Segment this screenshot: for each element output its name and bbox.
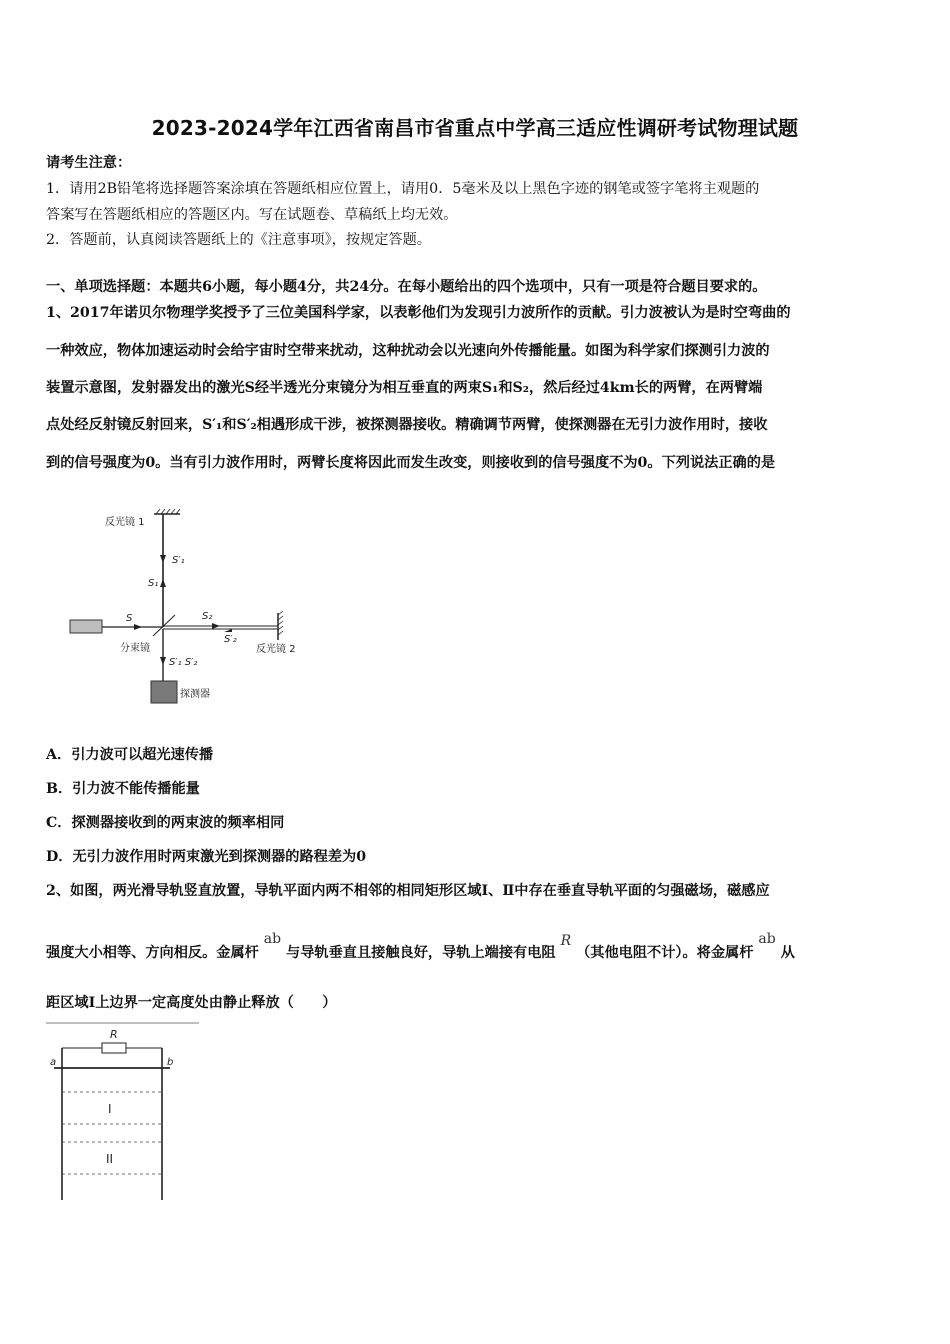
arrow-right-s2 [212, 623, 220, 629]
q1-line-4: 点处经反射镜反射回来，S′₁和S′₂相遇形成干涉，被探测器接收。精确调节两臂，使探测器在无引力波作用时，接收 [46, 417, 768, 433]
q1-line-1: 1、2017年诺贝尔物理学奖授予了三位美国科学家，以表彰他们为发现引力波所作的贡献。引力波被认为是时空弯曲的 [46, 305, 791, 321]
a-label: a [50, 1057, 57, 1068]
q1-option-b: B．引力波不能传播能量 [46, 781, 200, 797]
symbol-ab-2: ab [758, 931, 776, 947]
notice-heading: 请考生注意： [46, 155, 132, 171]
q1-line-2: 一种效应，物体加速运动时会给宇宙时空带来扰动，这种扰动会以光速向外传播能量。如图为科学家们探测引力波的 [46, 343, 770, 359]
laser-source [70, 620, 102, 633]
label-s: S [126, 613, 133, 624]
detector-label: 探测器 [180, 689, 210, 700]
q1-option-a: A．引力波可以超光速传播 [46, 747, 214, 763]
q2-line-2-part-d: 从 [780, 945, 795, 961]
region-2-label: II [106, 1152, 114, 1166]
mirror-1-label: 反光镜 1 [105, 517, 145, 528]
interferometer-figure [60, 505, 320, 710]
arrow-up-s1 [160, 579, 166, 587]
q2-line-2-part-a: 强度大小相等、方向相反。金属杆 [46, 945, 259, 961]
splitter-label: 分束镜 [120, 643, 150, 654]
q1-option-d: D．无引力波作用时两束激光到探测器的路程差为0 [46, 849, 367, 865]
notice-line-1a: 1．请用2B铅笔将选择题答案涂填在答题纸相应位置上，请用0．5毫米及以上黑色字迹的钢笔或签字笔将主观题的 [46, 181, 760, 197]
mirror-2-label: 反光镜 2 [256, 644, 296, 655]
label-s1p: S′₁ [172, 555, 185, 566]
q2-line-2-part-b: 与导轨垂直且接触良好，导轨上端接有电阻 [286, 945, 556, 961]
b-label: b [167, 1057, 174, 1068]
notice-line-2: 2．答题前，认真阅读答题纸上的《注意事项》，按规定答题。 [46, 232, 431, 248]
symbol-ab-1: ab [263, 931, 282, 947]
label-s2: S₂ [202, 611, 213, 622]
detector-box [151, 681, 177, 703]
label-s2p: S′₂ [224, 634, 237, 645]
section-1-header: 一、单项选择题：本题共6小题，每小题4分，共24分。在每小题给出的四个选项中，只有一项是符合题目要求的。 [46, 279, 767, 295]
q2-line-2-part-c: （其他电阻不计）。将金属杆 [576, 945, 754, 961]
q1-line-3: 装置示意图，发射器发出的激光S经半透光分束镜分为相互垂直的两束S₁和S₂，然后经过4km长的两臂，在两臂端 [46, 380, 763, 396]
label-s1: S₁ [148, 578, 159, 589]
q1-line-5: 到的信号强度为0。当有引力波作用时，两臂长度将因此而发生改变，则接收到的信号强度不为0。下列说法正确的是 [46, 455, 776, 471]
notice-line-1b: 答案写在答题纸相应的答题区内。写在试题卷、草稿纸上均无效。 [46, 207, 458, 223]
symbol-r: R [560, 933, 572, 949]
r-label: R [110, 1028, 118, 1041]
q2-line-2 [46, 931, 795, 962]
resistor [102, 1043, 126, 1053]
rails-figure [44, 1018, 204, 1208]
arrow-down-detector [160, 657, 166, 665]
arrow-down-s1p [160, 555, 166, 563]
region-1-label: I [108, 1102, 112, 1116]
arrow-right-s [134, 624, 142, 630]
q2-line-3: 距区域Ⅰ上边界一定高度处由静止释放（ ） [46, 995, 337, 1011]
label-s1s2: S′₁ S′₂ [169, 657, 198, 668]
q1-option-c: C．探测器接收到的两束波的频率相同 [46, 815, 285, 831]
page-title: 2023-2024学年江西省南昌市省重点中学高三适应性调研考试物理试题 [151, 116, 799, 140]
q2-line-1: 2、如图，两光滑导轨竖直放置，导轨平面内两不相邻的相同矩形区域Ⅰ、Ⅱ中存在垂直导轨平面的匀强磁场，磁感应 [46, 883, 770, 899]
